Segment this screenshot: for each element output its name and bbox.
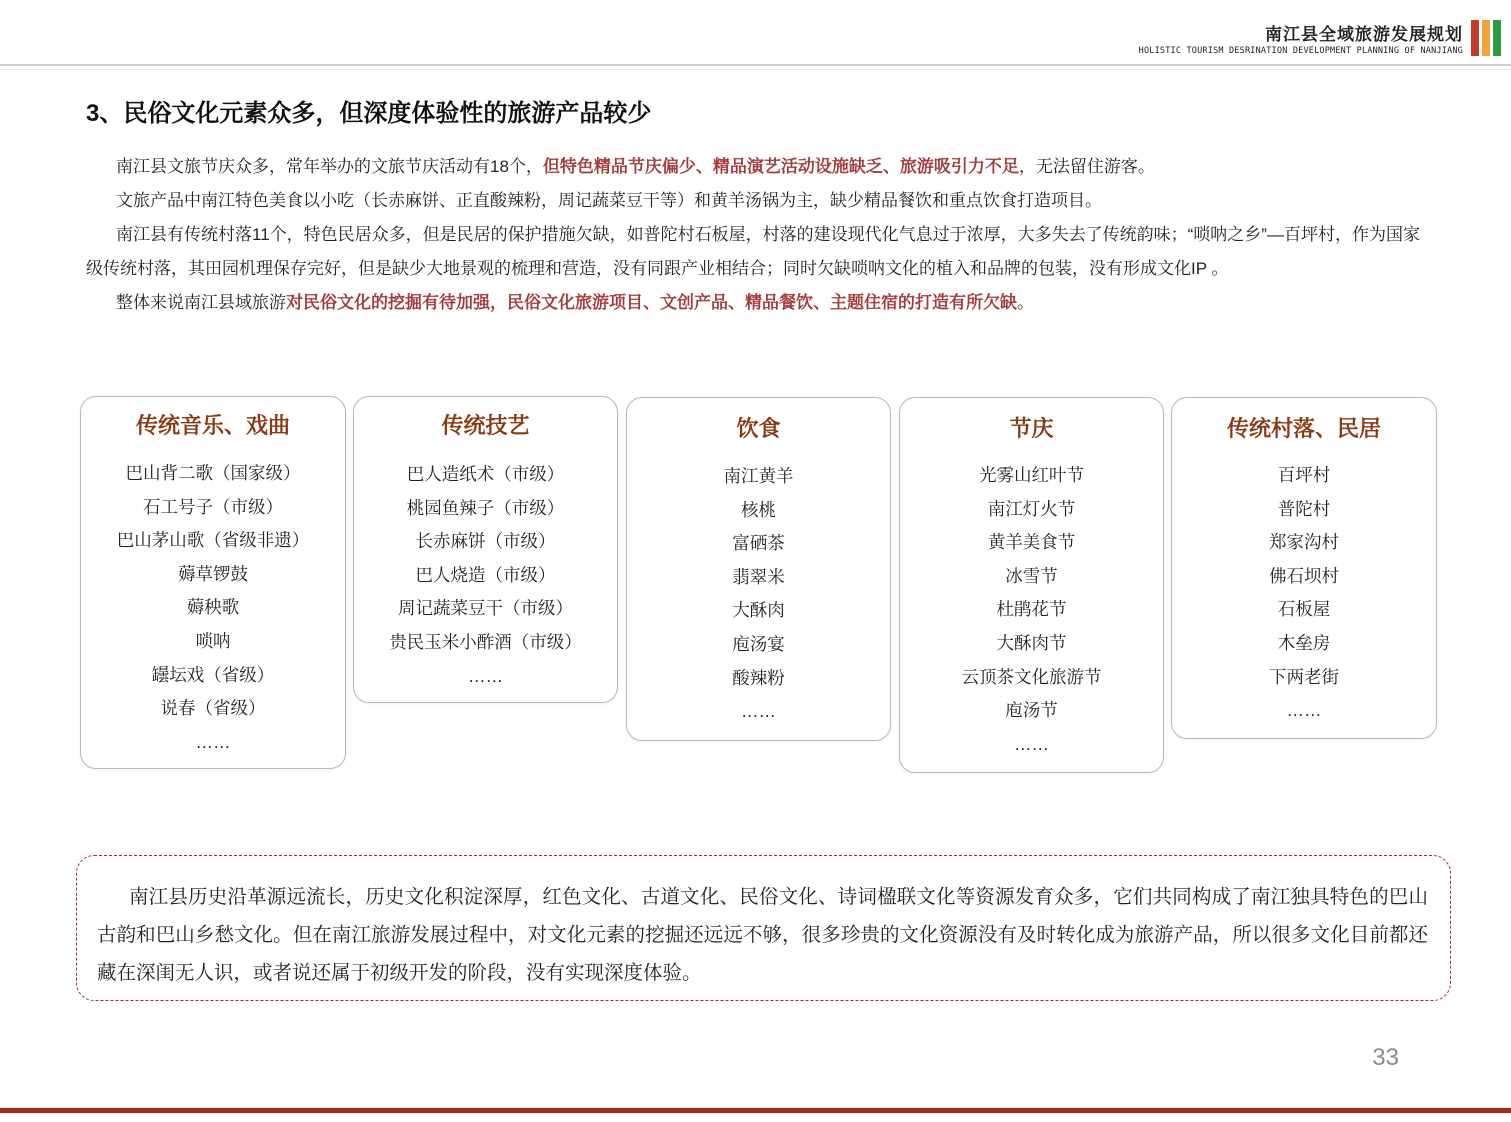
card-item: 普陀村 [1277,498,1331,519]
card-item: 周记蔬菜豆干（市级） [398,598,573,619]
card-item-list [354,458,617,693]
category-card-festivals [899,397,1164,773]
card-title: 传统村落、民居 [1226,416,1381,441]
category-card-crafts [353,396,618,703]
card-item-list [81,457,345,759]
paragraph-text: ，无法留住游客。 [1018,157,1155,176]
highlight-text: 对民俗文化的挖掘有待加强，民俗文化旅游项目、文创产品、精品餐饮、主题住宿的打造有所欠缺 [286,293,1017,312]
paragraph-text: 整体来说南江县域旅游 [116,293,286,312]
card-item: 长赤麻饼（市级） [415,531,556,552]
card-item: 石板屋 [1277,599,1331,620]
card-item: 庖汤宴 [732,633,785,654]
card-item: 桃园鱼辣子（市级） [406,497,565,518]
card-item: 杜鹃花节 [996,599,1067,620]
header-subtitle: HOLISTIC TOURISM DESRINATION DEVELOPMENT PLANNING OF NANJIANG [1138,46,1463,56]
card-item: 富硒茶 [732,533,785,554]
card-item: 南江灯火节 [987,498,1076,519]
card-item: 核桃 [741,499,776,520]
summary-callout [76,855,1451,1001]
category-card-villages [1171,397,1437,739]
card-title: 传统音乐、戏曲 [135,413,290,438]
card-item: 唢呐 [195,630,231,651]
card-item: 光雾山红叶节 [979,465,1084,485]
card-item: 大酥肉节 [996,632,1067,653]
brand-color-bars [1471,20,1501,56]
card-title: 饮食 [736,416,781,441]
paragraph-food: 文旅产品中南江特色美食以小吃（长赤麻饼、正直酸辣粉，周记蔬菜豆干等）和黄羊汤锅为主，缺少精品餐饮和重点饮食打造项目。 [116,191,1102,210]
card-item: 佛石坝村 [1269,565,1339,586]
card-item-list [627,460,890,729]
card-item-ellipsis: …… [195,731,231,752]
category-card-food [626,397,891,741]
card-item: 郑家沟村 [1269,532,1339,553]
card-item: 薅草锣鼓 [178,563,248,584]
card-item-list [900,459,1163,761]
card-item-ellipsis: …… [1014,733,1049,754]
card-item: 酸辣粉 [732,667,785,688]
brand-bar-green [1493,20,1501,56]
card-item: 说春（省级） [160,698,266,719]
header-title: 南江县全域旅游发展规划 [1265,25,1463,44]
category-card-music-opera [80,396,346,769]
highlight-text: 但特色精品节庆偏少、精品演艺活动设施缺乏、旅游吸引力不足 [542,157,1019,176]
card-item: 石工号子（市级） [143,496,283,517]
card-item-ellipsis: …… [741,701,776,722]
intro-paragraphs [86,150,1426,320]
card-title: 节庆 [1009,416,1054,441]
page-header [0,0,1511,72]
paragraph-villages: 南江县有传统村落11个，特色民居众多，但是民居的保护措施欠缺，如普陀村石板屋，村落的建设现代化气息过于浓厚，大多失去了传统韵味；“唢呐之乡”—百坪村，作为国家级传统村落，其田园机理保存完好，但是缺少大地景观的梳理和营造，没有同跟产业相结合；同时欠缺唢呐文化的植入和品牌的包装，没有形成文化IP 。 [86,225,1420,278]
paragraph-text: 南江县文旅节庆众多，常年举办的文旅节庆活动有18个， [116,157,543,176]
card-item: 巴人造纸术（市级） [406,464,565,484]
card-item: 黄羊美食节 [987,532,1076,553]
paragraph-festivals [86,150,1426,184]
summary-text: 南江县历史沿革源远流长，历史文化积淀深厚，红色文化、古道文化、民俗文化、诗词楹联文化等资源发育众多，它们共同构成了南江独具特色的巴山古韵和巴山乡愁文化。但在南江旅游发展过程中，对文化元素的挖掘还远远不够，很多珍贵的文化资源没有及时转化成为旅游产品，所以很多文化目前都还藏在深闺无人识，或者说还属于初级开发的阶段，没有实现深度体验。 [97,886,1428,984]
card-item: 巴山茅山歌（省级非遗） [116,530,310,551]
card-item: 冰雪节 [1005,565,1058,586]
header-divider [0,64,1511,66]
paragraph-conclusion [86,286,1426,320]
card-item: 木垒房 [1277,632,1331,653]
card-item: 巴山背二歌（国家级） [125,463,301,483]
card-item: 云顶茶文化旅游节 [961,666,1102,687]
card-item-list [1172,459,1436,728]
brand-bar-orange [1482,20,1490,56]
card-item: 庖汤节 [1005,700,1058,721]
footer-bar [0,1108,1511,1113]
card-item: 翡翠米 [732,566,785,587]
page-number: 33 [1372,1044,1399,1071]
card-item: 罎坛戏（省级） [151,664,275,685]
card-item-ellipsis: …… [468,665,503,686]
card-item: 贵民玉米小酢酒（市级） [389,631,582,652]
header-divider-thin [0,69,1511,70]
card-item: 南江黄羊 [723,466,794,486]
section-title: 3、民俗文化元素众多，但深度体验性的旅游产品较少 [86,100,652,127]
card-item: 薅秧歌 [186,597,240,618]
card-item: 下两老街 [1269,666,1339,687]
paragraph-text: 。 [1017,293,1034,312]
card-item: 巴人烧造（市级） [415,564,556,585]
brand-bar-red [1471,20,1479,56]
card-item: 大酥肉 [732,600,785,621]
card-item: 百坪村 [1277,465,1331,485]
card-title: 传统技艺 [441,413,530,438]
card-item-ellipsis: …… [1286,700,1322,721]
